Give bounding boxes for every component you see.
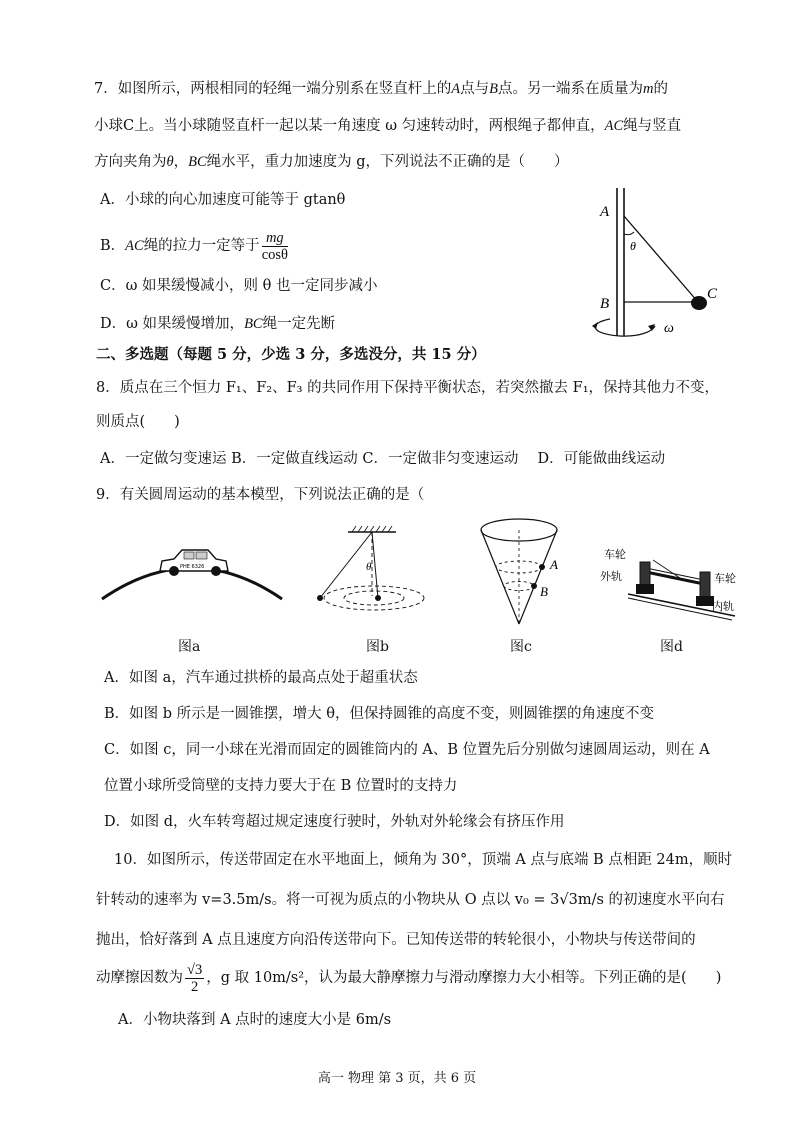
q9-fig-b-theta: θ	[366, 561, 372, 573]
q9-option-c-line1: C．如图 c，同一小球在光滑而固定的圆锥筒内的 A、B 位置先后分别做匀速圆周运动，则在 A	[104, 742, 710, 758]
q7-fig-theta: θ	[630, 239, 636, 253]
q8-line1: 8．质点在三个恒力 F₁、F₂、F₃ 的共同作用下保持平衡状态，若突然撤去 F₁，保持其他力不变，	[96, 380, 720, 396]
q9-fig-c-label-a: A	[550, 557, 558, 572]
q7-option-c: C．ω 如果缓慢减小，则 θ 也一定同步减小	[100, 278, 378, 294]
q9-stem: 9．有关圆周运动的基本模型，下列说法正确的是（	[96, 487, 425, 503]
q9-caption-a: 图a	[178, 639, 201, 655]
q7-fig-label-a: A	[600, 204, 610, 220]
q9-fig-d-label-wheel-left: 车轮	[604, 548, 626, 561]
page-footer: 高一 物理 第 3 页，共 6 页	[317, 1071, 477, 1086]
q9-caption-c: 图c	[510, 639, 532, 655]
q9-option-c-line2: 位置小球所受筒壁的支持力要大于在 B 位置时的支持力	[104, 778, 458, 794]
q7-option-a: A．小球的向心加速度可能等于 gtanθ	[100, 192, 346, 208]
q7-line2: 小球C上。当小球随竖直杆一起以某一角速度 ω 匀速转动时，两根绳子都伸直，AC绳与竖直	[94, 118, 682, 134]
q10-option-a: A．小物块落到 A 点时的速度大小是 6m/s	[118, 1012, 392, 1028]
car-icon	[160, 550, 228, 576]
q7-line3: 方向夹角为θ，BC绳水平，重力加速度为 g，下列说法不正确的是（ ）	[94, 154, 569, 170]
q7-fraction: $\frac{mg}{\cos\theta}$	[261, 229, 288, 263]
q9-figure-a-car-bridge	[100, 535, 285, 610]
q9-figure-c-cone	[474, 514, 574, 626]
q7-rotating-rod-figure	[580, 186, 740, 346]
q10-line1: 10．如图所示，传送带固定在水平地面上，倾角为 30°，顶端 A 点与底端 B 点相距 24m，顺时	[114, 852, 733, 868]
q9-figure-b-conical-pendulum	[312, 518, 442, 623]
q10-mu-fraction: $\frac{√3}{2}$	[187, 961, 203, 995]
q9-caption-b: 图b	[366, 639, 389, 655]
q7-fig-omega: ω	[664, 321, 674, 336]
q9-fig-d-label-outer-rail: 外轨	[600, 570, 622, 583]
q7-option-b: B．AC绳的拉力一定等于 $\frac{mg}{\cos\theta}$	[100, 229, 288, 263]
q9-fig-d-label-inner-rail: 内轨	[712, 600, 734, 613]
q7-option-d: D．ω 如果缓慢增加，BC绳一定先断	[100, 316, 336, 332]
q7-line1: 7．如图所示，两根相同的轻绳一端分别系在竖直杆上的A点与B点。另一端系在质量为m的	[94, 81, 668, 97]
q9-option-a: A．如图 a，汽车通过拱桥的最高点处于超重状态	[104, 670, 418, 686]
section-heading-multiple-choice: 二、多选题（每题 5 分，少选 3 分，多选没分，共 15 分）	[96, 346, 486, 363]
q9-option-b: B．如图 b 所示是一圆锥摆，增大 θ，但保持圆锥的高度不变，则圆锥摆的角速度不变	[104, 706, 654, 722]
car-plate: PHE 6326	[180, 564, 205, 570]
q7-fig-label-c: C	[707, 286, 718, 302]
q9-option-d: D．如图 d，火车转弯超过规定速度行驶时，外轨对外轮缘会有挤压作用	[104, 814, 565, 830]
q8-line2: 则质点( )	[96, 414, 180, 430]
q9-fig-c-label-b: B	[540, 584, 548, 599]
q7-fig-label-b: B	[600, 296, 610, 312]
q9-figure-d-train-curve	[600, 542, 750, 622]
q10-line4: 动摩擦因数为 $\frac{√3}{2}$ ，g 取 10m/s²，认为最大静摩擦力与滑动摩擦力大小相等。下列正确的是( )	[96, 961, 722, 995]
q9-fig-d-label-wheel-right: 车轮	[714, 572, 736, 585]
q10-line3: 抛出，恰好落到 A 点且速度方向沿传送带向下。已知传送带的转轮很小，小物块与传送带间的	[96, 932, 696, 948]
q8-options: A．一定做匀变速运 B．一定做直线运动 C．一定做非匀变速运动 D．可能做曲线运动	[100, 451, 666, 467]
q9-caption-d: 图d	[660, 639, 683, 655]
q10-line2: 针转动的速率为 v=3.5m/s。将一可视为质点的小物块从 O 点以 v₀ = 3√3m/s 的初速度水平向右	[96, 892, 725, 908]
